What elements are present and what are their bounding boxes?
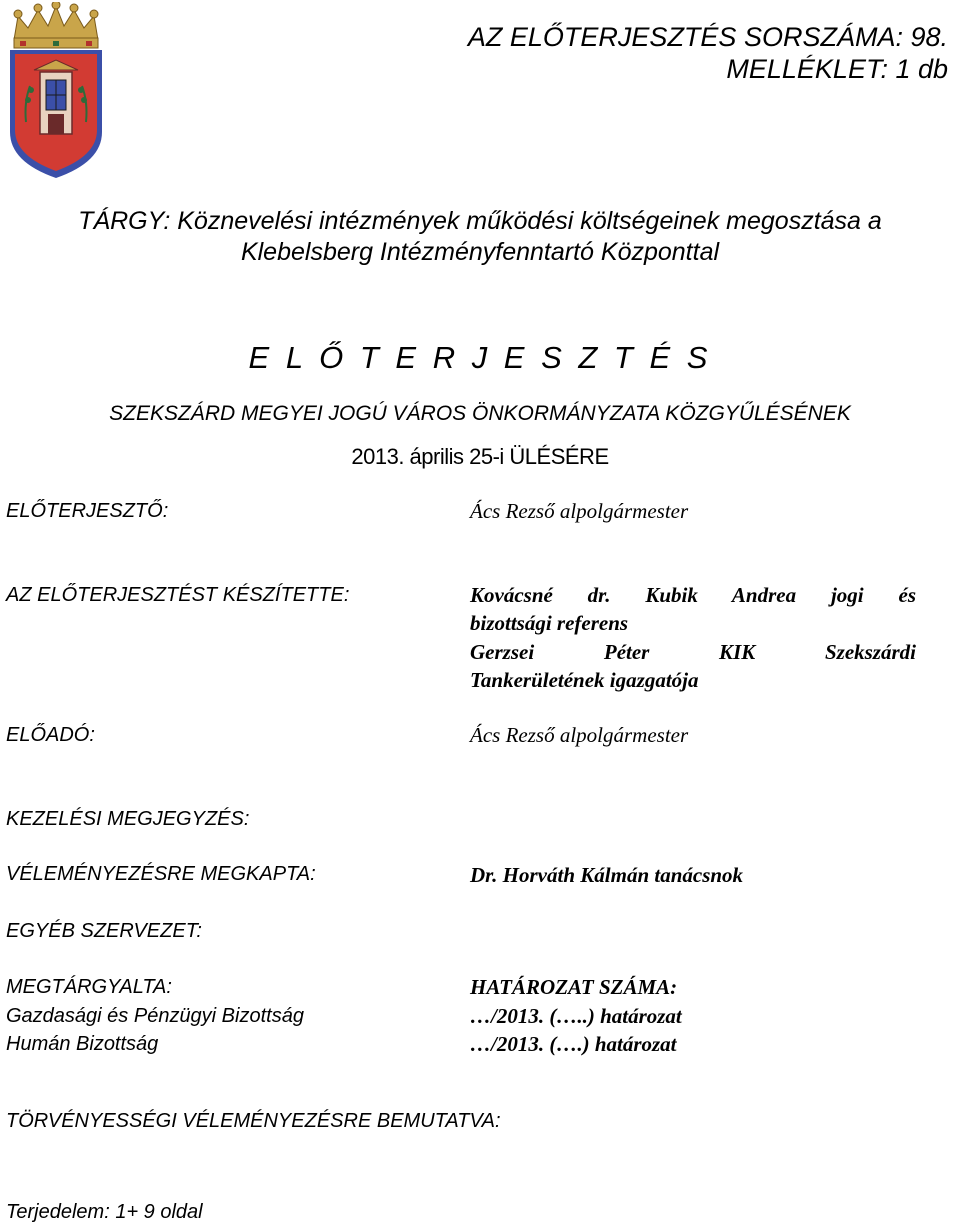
session-date: 2013. április 25-i ÜLÉSÉRE (351, 444, 609, 469)
proposer-label: ELŐTERJESZTŐ: (6, 500, 169, 522)
prepared-by-line-3: Gerzsei Péter KIK Szekszárdi (470, 640, 916, 664)
resolution-number-label: HATÁROZAT SZÁMA: (470, 975, 678, 999)
document-title: E L Ő T E R J E S Z T É S (248, 340, 712, 375)
committee-finance: Gazdasági és Pénzügyi Bizottság (6, 1005, 304, 1027)
attachment-count: MELLÉKLET: 1 db (726, 54, 948, 84)
presenter-label: ELŐADÓ: (6, 724, 95, 746)
prepared-by-label: AZ ELŐTERJESZTÉST KÉSZÍTETTE: (6, 584, 350, 606)
subject-line-2: Klebelsberg Intézményfenntartó Központtal (240, 238, 720, 266)
proposer-value: Ács Rezső alpolgármester (470, 499, 689, 523)
prepared-by-line-2: bizottsági referens (470, 611, 629, 635)
addressee: SZEKSZÁRD MEGYEI JOGÚ VÁROS ÖNKORMÁNYZATA KÖZGYŰLÉSÉNEK (109, 402, 851, 425)
resolution-line-1: …/2013. (…..) határozat (470, 1004, 682, 1028)
proposal-number: AZ ELŐTERJESZTÉS SORSZÁMA: 98. (467, 22, 948, 52)
presenter-value: Ács Rezső alpolgármester (470, 723, 689, 747)
handling-note-label: KEZELÉSI MEGJEGYZÉS: (6, 808, 250, 830)
legal-review-label: TÖRVÉNYESSÉGI VÉLEMÉNYEZÉSRE BEMUTATVA: (6, 1110, 501, 1132)
discussed-label: MEGTÁRGYALTA: (6, 976, 172, 998)
prepared-by-line-4: Tankerületének igazgatója (470, 668, 699, 692)
subject-line-1: TÁRGY: Köznevelési intézmények működési költségeinek megosztása a (78, 207, 882, 235)
review-received-label: VÉLEMÉNYEZÉSRE MEGKAPTA: (6, 863, 316, 885)
review-received-value: Dr. Horváth Kálmán tanácsnok (470, 863, 744, 887)
prepared-by-line-1: Kovácsné dr. Kubik Andrea jogi és (470, 583, 916, 607)
committee-human: Humán Bizottság (6, 1033, 159, 1055)
coat-of-arms-icon (4, 2, 108, 180)
document-length: Terjedelem: 1+ 9 oldal (6, 1201, 203, 1223)
resolution-line-2: …/2013. (….) határozat (470, 1032, 677, 1056)
other-organization-label: EGYÉB SZERVEZET: (6, 920, 202, 942)
